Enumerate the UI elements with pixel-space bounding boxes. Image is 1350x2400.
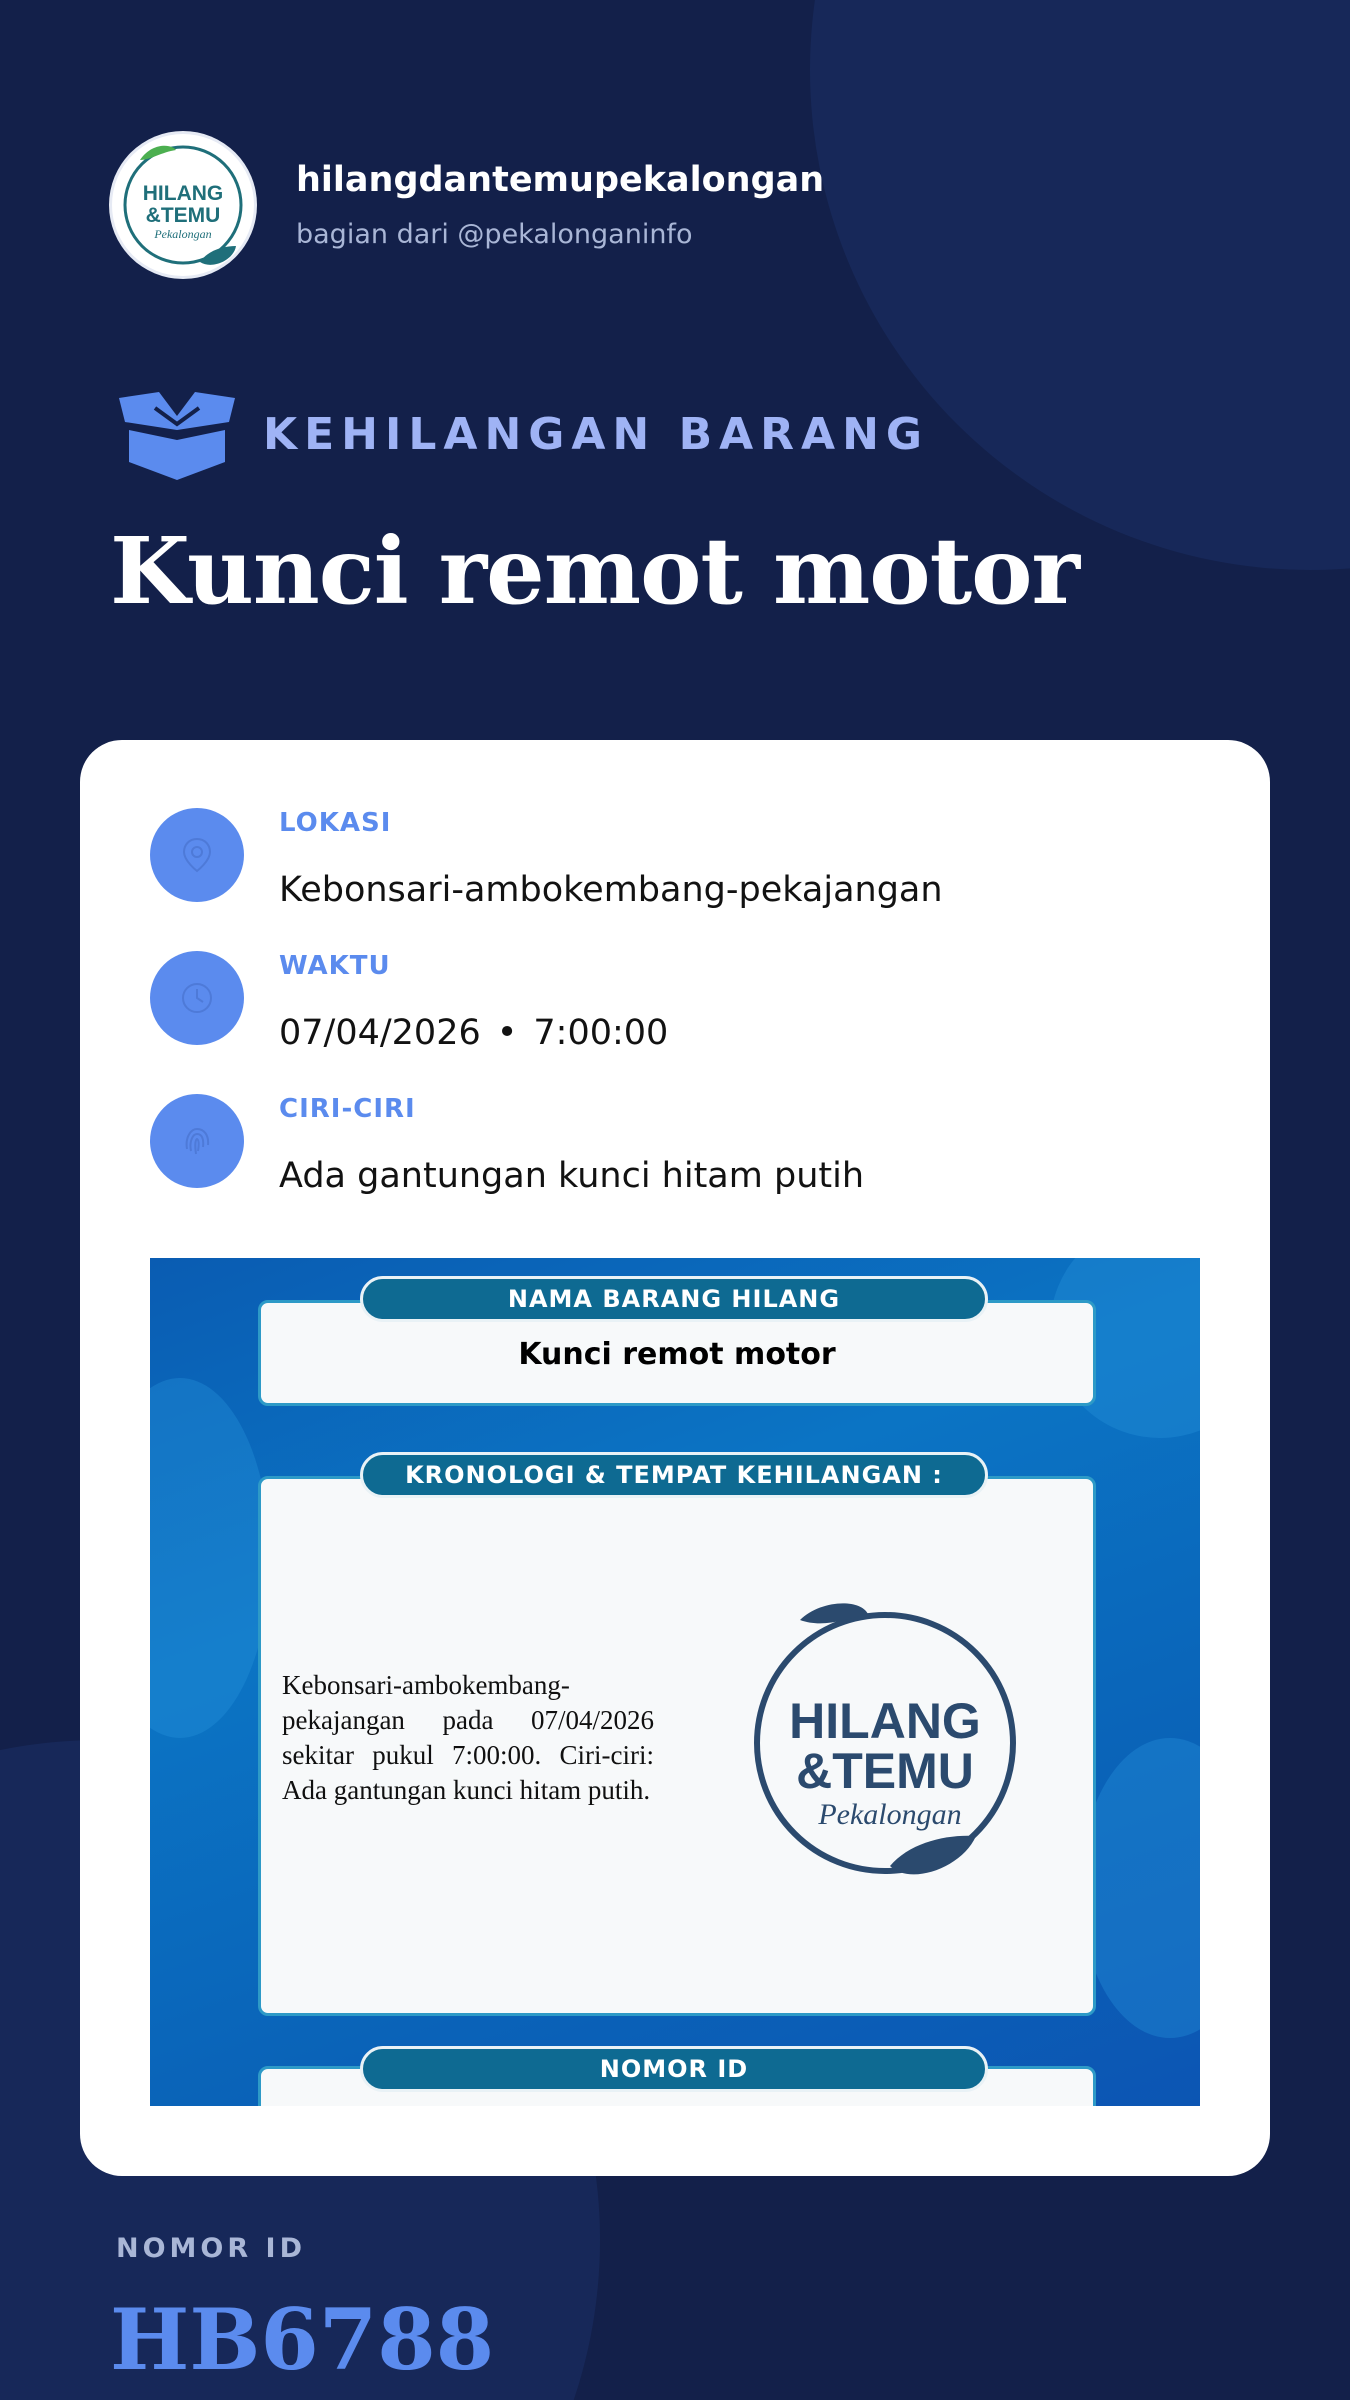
svg-text:HILANG: HILANG [142, 182, 224, 205]
time-date: 07/04/2026 [279, 1013, 481, 1053]
poster-id-header: NOMOR ID [360, 2046, 988, 2092]
svg-text:&TEMU: &TEMU [796, 1743, 974, 1799]
open-box-icon [115, 390, 239, 480]
category-heading [115, 390, 929, 480]
svg-text:HILANG: HILANG [789, 1693, 981, 1749]
svg-text:Pekalongan: Pekalongan [154, 227, 212, 241]
avatar[interactable] [112, 134, 254, 276]
poster-decoration [1080, 1738, 1200, 2038]
features-label: CIRI-CIRI [279, 1094, 416, 1124]
features-value: Ada gantungan kunci hitam putih [279, 1156, 865, 1196]
details-card [80, 740, 1270, 2176]
id-value: HB6788 [110, 2290, 495, 2389]
poster-item-header: NAMA BARANG HILANG [360, 1276, 988, 1322]
time-clock: 7:00:00 [533, 1013, 669, 1053]
poster-item-name: Kunci remot motor [518, 1337, 836, 1372]
hilang-temu-logo-icon [112, 134, 254, 276]
fingerprint-icon [150, 1094, 244, 1188]
time-separator: • [496, 1013, 518, 1053]
profile-header [112, 134, 824, 276]
location-value: Kebonsari-ambokembang-pekajangan [279, 870, 943, 910]
time-label: WAKTU [279, 951, 391, 981]
location-row [150, 808, 943, 912]
item-title: Kunci remot motor [110, 517, 1079, 625]
account-subtitle: bagian dari @pekalonganinfo [296, 219, 693, 250]
svg-text:&TEMU: &TEMU [145, 204, 221, 227]
features-row [150, 1094, 864, 1198]
id-label: NOMOR ID [116, 2233, 307, 2264]
poster-decoration [150, 1378, 270, 1738]
hilang-temu-logo-icon [740, 1598, 1030, 1888]
time-row [150, 951, 668, 1055]
account-name[interactable]: hilangdantemupekalongan [296, 160, 825, 200]
poster-chronology-header: KRONOLOGI & TEMPAT KEHILANGAN : [360, 1452, 988, 1498]
location-pin-icon [150, 808, 244, 902]
poster-image[interactable] [150, 1258, 1200, 2106]
poster-chronology-text: Kebonsari-ambokembang-pekajangan pada 07/04/2026 sekitar pukul 7:00:00. Ciri-ciri: Ada gantungan kunci hitam putih. [282, 1670, 654, 1805]
category-label: KEHILANGAN BARANG [263, 409, 930, 460]
background-circle-top [810, 0, 1350, 570]
time-value [279, 1011, 668, 1055]
svg-text:Pekalongan: Pekalongan [818, 1798, 962, 1831]
location-label: LOKASI [279, 808, 392, 838]
clock-icon [150, 951, 244, 1045]
